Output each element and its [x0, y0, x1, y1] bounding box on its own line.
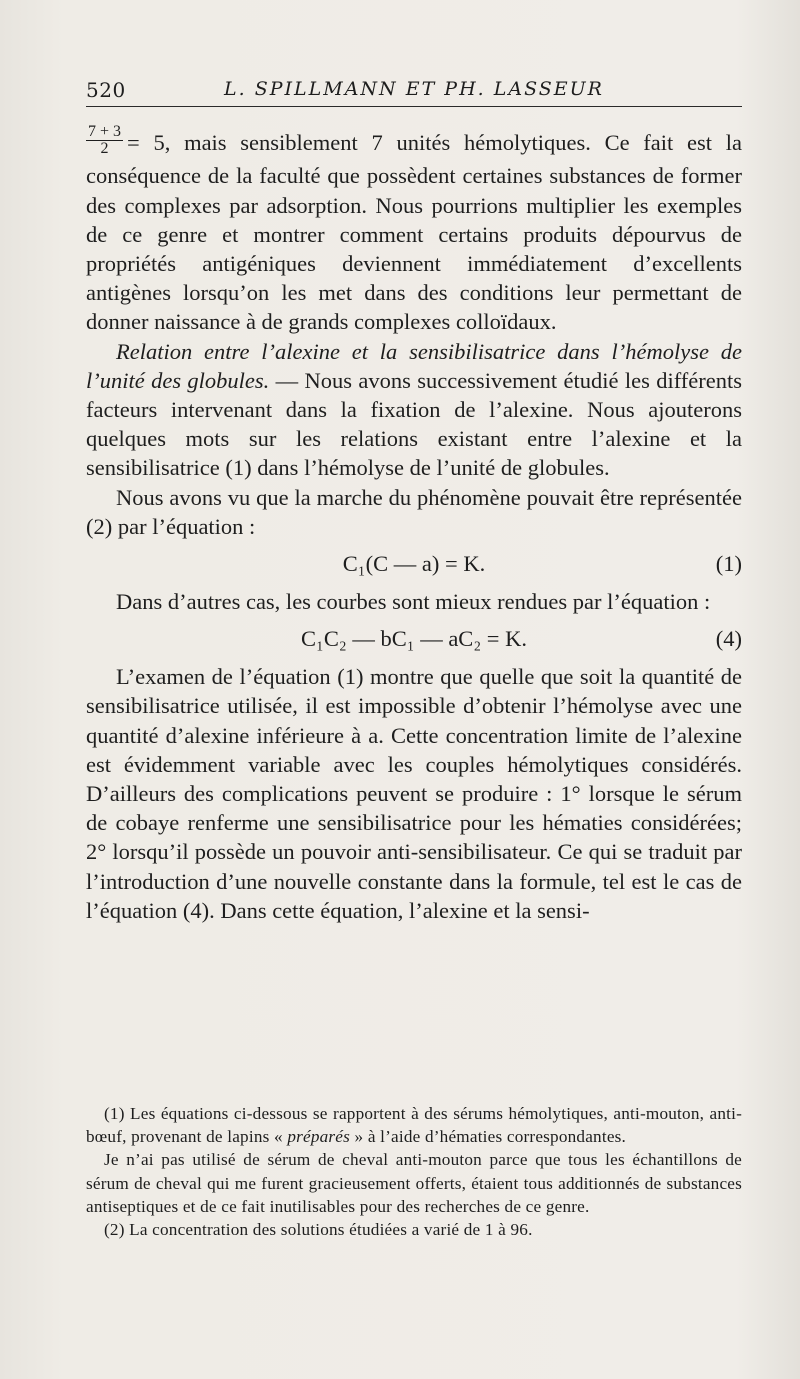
section-heading: Relation entre l’alexine et la sensibilisatrice dans l’hémolyse de l’unité des globules. — [86, 338, 742, 393]
paragraph-2-text: — Nous avons successivement étudié les différents facteurs intervenant dans la fixation de l’alexine. Nous ajouterons quelques mots sur les relations existant entre l’alexine et la sensibilisatrice (1) dans l’hémolyse de l’unité de globules. — [86, 367, 742, 481]
equation-1 — [86, 541, 742, 587]
footnote-1-text-a: (1) Les équations ci-dessous se rapportent à des sérums hémolytiques, anti-mouton, anti-bœuf, provenant de lapins « — [86, 1104, 742, 1147]
footnote-2: (2) La concentration des solutions étudiées a varié de 1 à 96. — [104, 1220, 533, 1240]
fraction — [86, 124, 123, 157]
body-text — [86, 123, 742, 925]
equation-1-formula: C₁(C — a) = K. — [342, 550, 486, 576]
equation-1-number: (1) — [715, 550, 742, 576]
paragraph-5: L’examen de l’équation (1) montre que quelle que soit la quantité de sensibilisatrice utilisée, il est impossible d’obtenir l’hémolyse avec une quantité d’alexine inférieure à a. Cette concentration limite de l’alexine est évidemment variable avec les couples hémolytiques considérés. D’ailleurs des complications peuvent se produire : 1° lorsque le sérum de cobaye renferme une sensibilisatrice pour les hématies considérées; 2° lorsqu’il possède un pouvoir anti-sensibilisateur. Ce qui se traduit par l’introduction d’une nouvelle constante dans la formule, tel est le cas de l’équation (4). Dans cette équation, l’alexine et la sensi- — [86, 664, 742, 923]
header-rule — [86, 106, 742, 107]
page-header — [86, 74, 742, 106]
paragraph-1-text: = 5, mais sensiblement 7 unités hémolytiques. Ce fait est la conséquence de la faculté que possèdent certaines substances de former des complexes par adsorption. Nous pourrions multiplier les exemples de ce genre et montrer comment certains produits dépourvus de propriétés antigéniques deviennent immédiatement d’excellents antigènes lorsqu’on les met dans des conditions leur permettant de donner naissance à de grands complexes colloïdaux. — [86, 130, 742, 335]
equation-2-number: (4) — [715, 626, 742, 652]
equation-2-formula: C₁C₂ — bC₁ — aC₂ = K. — [301, 626, 527, 652]
paragraph-4: Dans d’autres cas, les courbes sont mieux rendues par l’équation : — [116, 588, 711, 614]
footnote-1-italic: préparés — [287, 1127, 351, 1147]
footnote-1 — [86, 1102, 742, 1148]
paragraph-3: Nous avons vu que la marche du phénomène pouvait être représentée (2) par l’équation : — [86, 484, 742, 539]
page-number: 520 — [86, 78, 126, 102]
footnote-1-text-b: » à l’aide d’hématies correspondantes. — [350, 1127, 627, 1147]
paragraph-2 — [86, 337, 742, 483]
running-title: L. SPILLMANN ET PH. LASSEUR — [224, 78, 604, 100]
paragraph-1 — [86, 123, 742, 337]
footnote-1-continuation: Je n’ai pas utilisé de sérum de cheval anti-mouton parce que tous les échantillons de sérum de cheval qui me furent gracieusement offerts, étaient tous additionnés de substances antiseptiques et de ce fait inutilisables pour des recherches de ce genre. — [86, 1150, 742, 1216]
fraction-denominator: 2 — [100, 140, 109, 158]
fraction-numerator: 7 + 3 — [88, 123, 122, 141]
equation-2 — [86, 616, 742, 662]
footnotes — [86, 1102, 742, 1241]
